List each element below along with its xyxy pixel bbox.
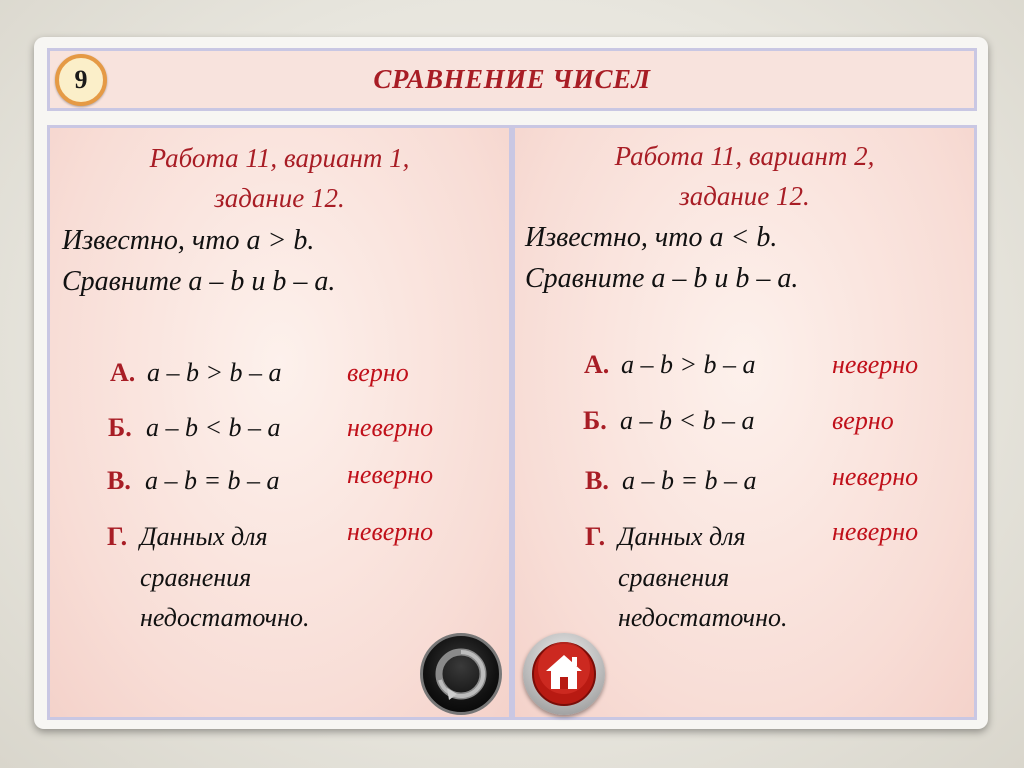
variant2-option-a-verdict: неверно [832,350,919,379]
variant1-option-c-letter: В. [107,466,131,495]
variant2-question: Сравните a – b и b – a. [525,263,799,294]
variant2-option-d-line3: недостаточно. [618,603,788,632]
variant1-option-d-line2: сравнения [140,563,252,592]
variant2-option-a-letter: А. [584,350,610,379]
variant2-option-b-letter: Б. [583,406,607,435]
variant2-option-d-letter: Г. [585,522,606,551]
slide-title: СРАВНЕНИЕ ЧИСЕЛ [373,64,651,94]
variant1-option-a-letter: А. [110,358,136,387]
variant1-option-c-text: a – b = b – a [145,466,280,495]
variant1-option-a-verdict: верно [347,358,409,387]
variant2-option-d-verdict: неверно [832,517,919,546]
variant1-option-c-verdict: неверно [347,460,434,489]
variant2-heading-line2: задание 12. [679,181,810,211]
variant2-option-d-line2: сравнения [618,563,730,592]
variant1-condition: Известно, что a > b. [62,225,315,256]
variant1-option-b-verdict: неверно [347,413,434,442]
variant1-option-d-letter: Г. [107,522,128,551]
variant2-condition: Известно, что a < b. [525,222,778,253]
variant2-option-d-line1: Данных для [618,522,746,551]
variant2-option-c-letter: В. [585,466,609,495]
variant1-option-d-verdict: неверно [347,517,434,546]
back-arrow-icon [423,636,499,712]
variant2-option-b-text: a – b < b – a [620,406,755,435]
slide-number-badge: 9 [55,54,107,106]
variant2-option-a-text: a – b > b – a [621,350,756,379]
variant1-option-b-letter: Б. [108,413,132,442]
home-button[interactable] [523,633,605,715]
variant1-heading-line2: задание 12. [214,183,345,213]
variant1-heading-line1: Работа 11, вариант 1, [149,143,410,173]
variant2-heading-line1: Работа 11, вариант 2, [614,141,875,171]
home-icon [523,633,605,715]
variant1-option-d-line1: Данных для [140,522,268,551]
variant1-option-b-text: a – b < b – a [146,413,281,442]
variant2-option-c-verdict: неверно [832,462,919,491]
back-button[interactable] [420,633,502,715]
variant1-option-d-line3: недостаточно. [140,603,310,632]
variant2-option-b-verdict: верно [832,406,894,435]
variant1-question: Сравните a – b и b – a. [62,266,336,297]
variant2-option-c-text: a – b = b – a [622,466,757,495]
variant1-option-a-text: a – b > b – a [147,358,282,387]
